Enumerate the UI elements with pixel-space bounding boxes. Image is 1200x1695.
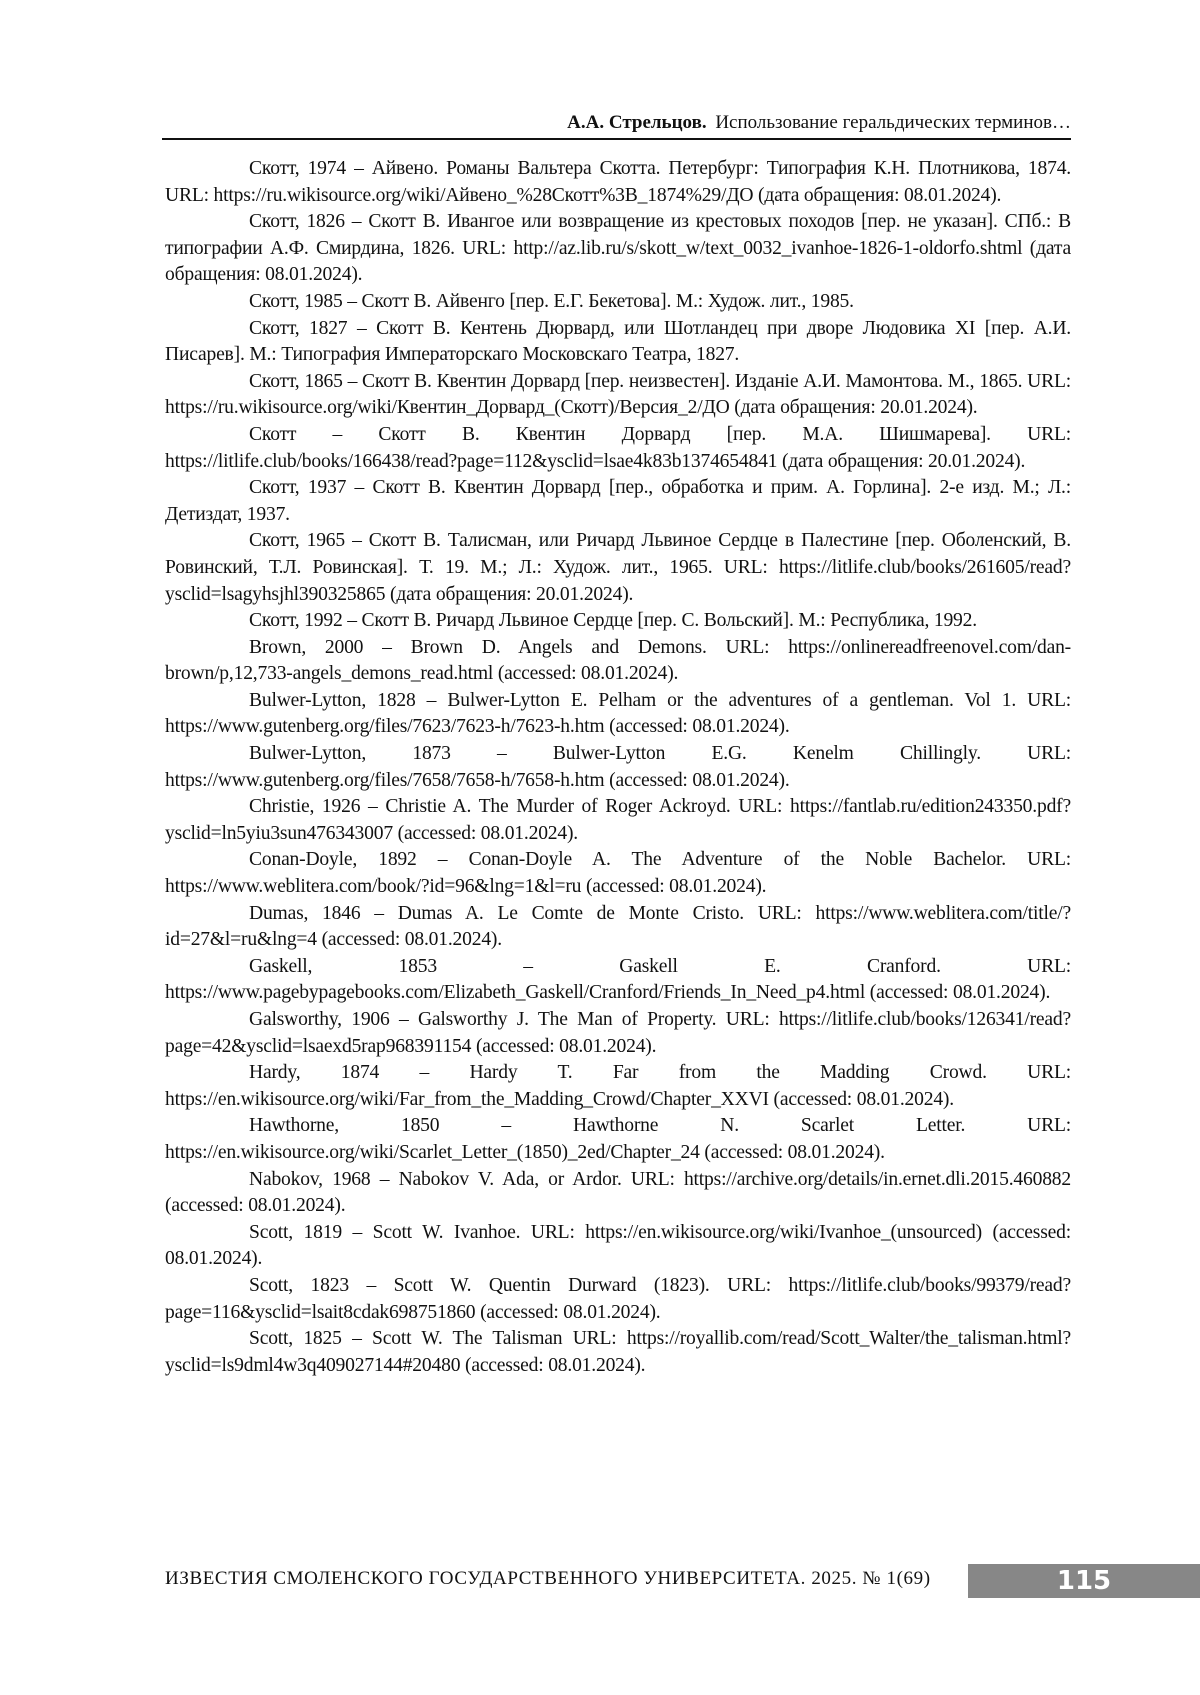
reference-entry: Gaskell, 1853 – Gaskell E. Cranford. URL: https://www.pagebypagebooks.com/Elizabeth_Gaskell/Cranford/Friends_In_Need_p4.html (accessed: 08.01.2024). — [165, 954, 1071, 1007]
reference-entry: Скотт, 1985 – Скотт В. Айвенго [пер. Е.Г. Бекетова]. М.: Худож. лит., 1985. — [165, 289, 1071, 316]
reference-entry: Brown, 2000 – Brown D. Angels and Demons. URL: https://onlinereadfreenovel.com/dan-brown/p,12,733-angels_demons_read.html (accessed: 08.01.2024). — [165, 635, 1071, 688]
header-title: Использование геральдических терминов… — [715, 112, 1071, 133]
reference-entry: Скотт, 1826 – Скотт В. Ивангое или возвращение из крестовых походов [пер. не указан]. СПб.: В типографии А.Ф. Смирдина, 1826. URL: http://az.lib.ru/s/skott_w/text_0032_ivanhoe-1826-1-oldorfo.shtml (дата обращения: 08.01.2024). — [165, 209, 1071, 289]
reference-entry: Скотт, 1827 – Скотт В. Кентень Дюрвард, или Шотландец при дворе Людовика XI [пер. А.И. Писарев]. М.: Типография Императорскаго Московскаго Театра, 1827. — [165, 316, 1071, 369]
reference-entry: Скотт, 1974 – Айвено. Романы Вальтера Скотта. Петербург: Типография К.Н. Плотникова, 1874. URL: https://ru.wikisource.org/wiki/Айвено_%28Скотт%3B_1874%29/ДО (дата обращения: 08.01.2024). — [165, 156, 1071, 209]
reference-entry: Bulwer-Lytton, 1873 – Bulwer-Lytton E.G. Kenelm Chillingly. URL: https://www.gutenberg.org/files/7658/7658-h/7658-h.htm (accessed: 08.01.2024). — [165, 741, 1071, 794]
reference-entry: Scott, 1825 – Scott W. The Talisman URL: https://royallib.com/read/Scott_Walter/the_talisman.html?ysclid=ls9dml4w3q409027144#20480 (accessed: 08.01.2024). — [165, 1326, 1071, 1379]
reference-entry: Hawthorne, 1850 – Hawthorne N. Scarlet Letter. URL: https://en.wikisource.org/wiki/Scarlet_Letter_(1850)_2ed/Chapter_24 (accessed: 08.01.2024). — [165, 1113, 1071, 1166]
reference-entry: Скотт, 1992 – Скотт В. Ричард Львиное Сердце [пер. С. Вольский]. М.: Республика, 1992. — [165, 608, 1071, 635]
header-author: А.А. Стрельцов. — [567, 112, 706, 133]
reference-entry: Bulwer-Lytton, 1828 – Bulwer-Lytton E. Pelham or the adventures of a gentleman. Vol 1. URL: https://www.gutenberg.org/files/7623/7623-h/7623-h.htm (accessed: 08.01.2024). — [165, 688, 1071, 741]
reference-entry: Christie, 1926 – Christie A. The Murder of Roger Ackroyd. URL: https://fantlab.ru/edition243350.pdf?ysclid=ln5yiu3sun476343007 (accessed: 08.01.2024). — [165, 794, 1071, 847]
reference-entry: Galsworthy, 1906 – Galsworthy J. The Man of Property. URL: https://litlife.club/books/126341/read?page=42&ysclid=lsaexd5rap968391154 (accessed: 08.01.2024). — [165, 1007, 1071, 1060]
reference-entry: Скотт – Скотт В. Квентин Дорвард [пер. М.А. Шишмарева]. URL: https://litlife.club/books/166438/read?page=112&ysclid=lsae4k83b1374654841 (дата обращения: 20.01.2024). — [165, 422, 1071, 475]
reference-entry: Hardy, 1874 – Hardy T. Far from the Madding Crowd. URL: https://en.wikisource.org/wiki/Far_from_the_Madding_Crowd/Chapter_XXVI (accessed: 08.01.2024). — [165, 1060, 1071, 1113]
reference-entry: Dumas, 1846 – Dumas A. Le Comte de Monte Cristo. URL: https://www.weblitera.com/title/?id=27&l=ru&lng=4 (accessed: 08.01.2024). — [165, 901, 1071, 954]
running-header — [162, 108, 1071, 140]
reference-entry: Nabokov, 1968 – Nabokov V. Ada, or Ardor. URL: https://archive.org/details/in.ernet.dli.2015.460882 (accessed: 08.01.2024). — [165, 1167, 1071, 1220]
reference-entry: Scott, 1819 – Scott W. Ivanhoe. URL: https://en.wikisource.org/wiki/Ivanhoe_(unsourced) (accessed: 08.01.2024). — [165, 1220, 1071, 1273]
page-footer — [165, 1560, 1200, 1600]
reference-entry: Scott, 1823 – Scott W. Quentin Durward (1823). URL: https://litlife.club/books/99379/read?page=116&ysclid=lsait8cdak698751860 (accessed: 08.01.2024). — [165, 1273, 1071, 1326]
reference-entry: Conan-Doyle, 1892 – Conan-Doyle A. The Adventure of the Noble Bachelor. URL: https://www.weblitera.com/book/?id=96&lng=1&l=ru (accessed: 08.01.2024). — [165, 847, 1071, 900]
reference-entry: Скотт, 1865 – Скотт В. Квентин Дорвард [пер. неизвестен]. Изданіе А.И. Мамонтова. М., 1865. URL: https://ru.wikisource.org/wiki/Квентин_Дорвард_(Скотт)/Версия_2/ДО (дата обращения: 20.01.2024). — [165, 369, 1071, 422]
reference-entry: Скотт, 1937 – Скотт В. Квентин Дорвард [пер., обработка и прим. А. Горлина]. 2-е изд. М.; Л.: Детиздат, 1937. — [165, 475, 1071, 528]
page-number: 115 — [968, 1564, 1200, 1598]
reference-entry: Скотт, 1965 – Скотт В. Талисман, или Ричард Львиное Сердце в Палестине [пер. Оболенский, В. Ровинский, Т.Л. Ровинская]. Т. 19. М.; Л.: Худож. лит., 1965. URL: https://litlife.club/books/261605/read?ysclid=lsagyhsjhl390325865 (дата обращения: 20.01.2024). — [165, 528, 1071, 608]
journal-title: ИЗВЕСТИЯ СМОЛЕНСКОГО ГОСУДАРСТВЕННОГО УНИВЕРСИТЕТА. 2025. № 1(69) — [165, 1568, 931, 1590]
reference-list — [165, 156, 1071, 1379]
